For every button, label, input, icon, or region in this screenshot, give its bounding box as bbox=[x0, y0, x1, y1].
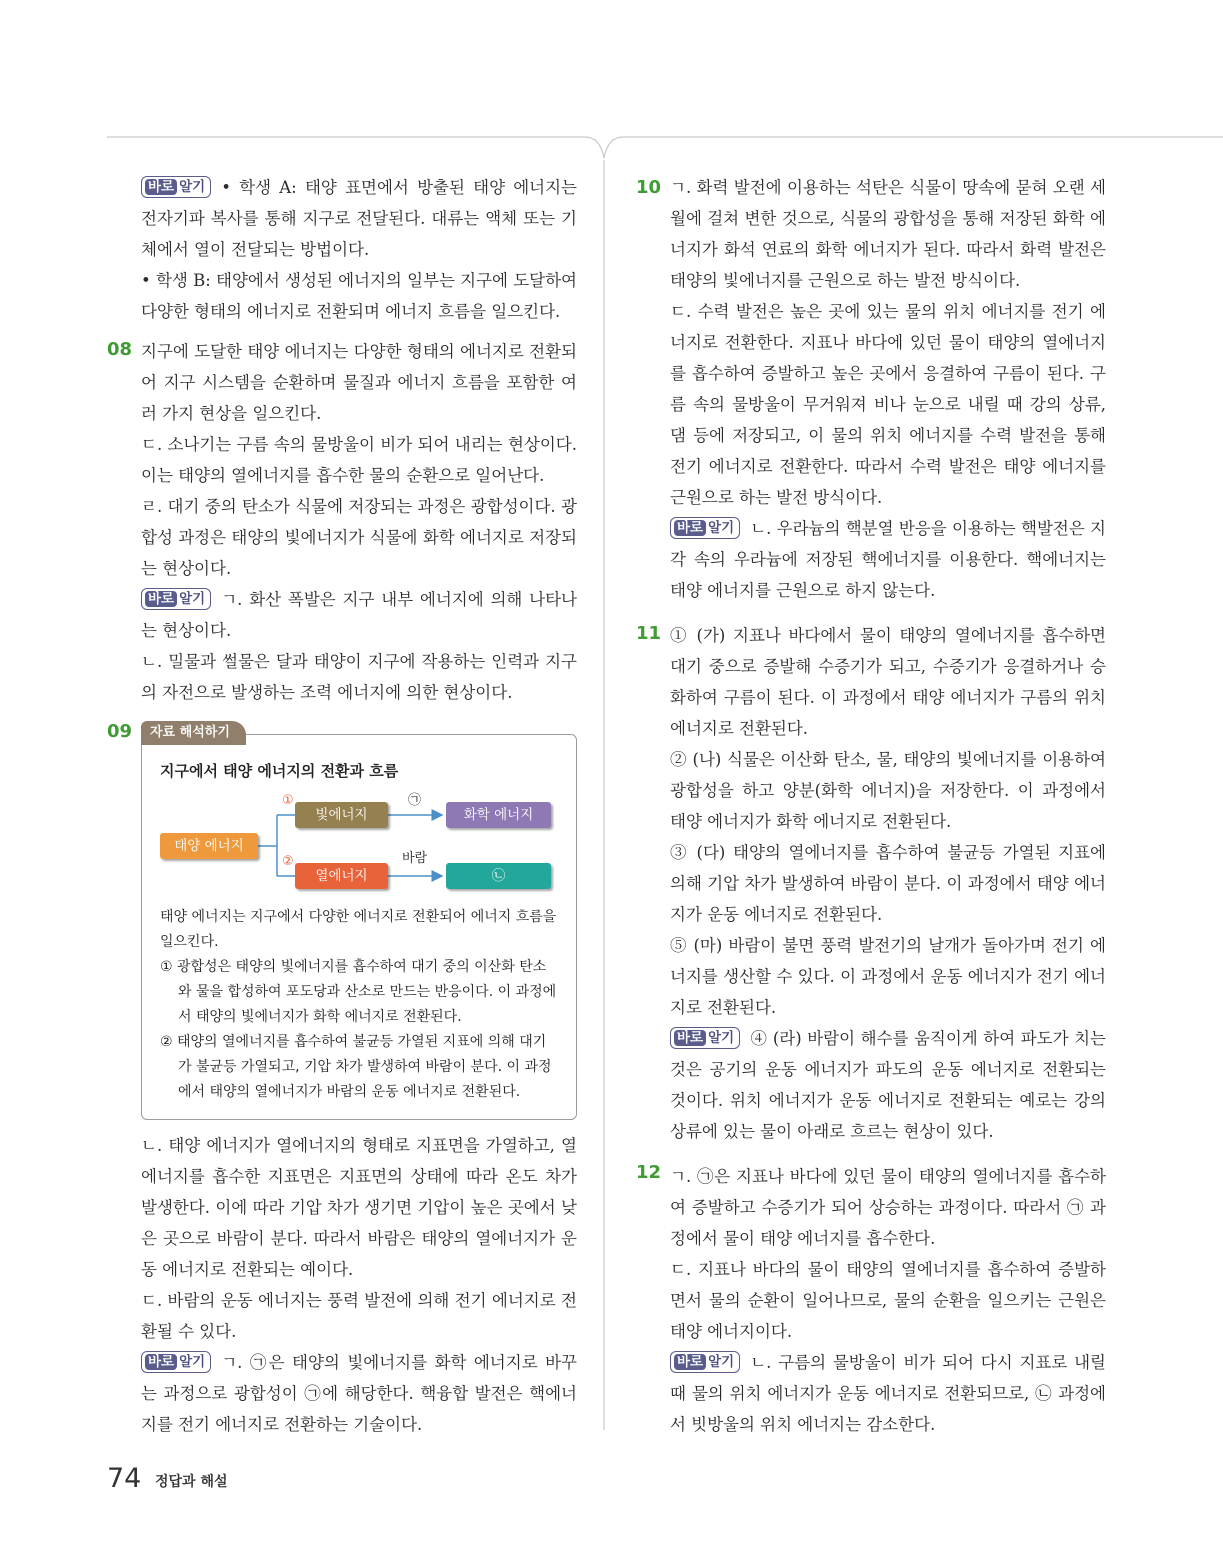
right-column bbox=[670, 172, 1106, 1440]
q11-paragraph-2: ② (나) 식물은 이산화 탄소, 물, 태양의 빛에너지를 이용하여 광합성을 하고 양분(화학 에너지)을 저장한다. 이 과정에서 태양 에너지가 화학 에너지로 전환된다. bbox=[670, 750, 1106, 831]
q11-paragraph-1: ① (가) 지표나 바다에서 물이 태양의 열에너지를 흡수하면 대기 중으로 증발해 수증기가 되고, 수증기가 응결하거나 승화하여 구름이 된다. 이 과정에서 태양 에너지가 구름의 위치 에너지로 전환된다. bbox=[670, 626, 1106, 738]
box-explanation bbox=[160, 905, 558, 1105]
question-number-08: 08 bbox=[107, 339, 133, 360]
solar-energy-node: 태양 에너지 bbox=[160, 833, 258, 859]
baro-algi-badge: 바로 알기 bbox=[670, 517, 740, 539]
data-analysis-tab: 자료 해석하기 bbox=[141, 721, 246, 745]
page-number: 74 bbox=[107, 1463, 142, 1494]
marker-2: ② bbox=[282, 854, 294, 869]
footer-title: 정답과 해설 bbox=[155, 1474, 228, 1490]
box-title: 지구에서 태양 에너지의 전환과 흐름 bbox=[160, 762, 399, 780]
q12-paragraph-2: ㄷ. 지표나 바다의 물이 태양의 열에너지를 흡수하여 증발하면서 물의 순환이 일어나므로, 물의 순환을 일으키는 근원은 태양 에너지이다. bbox=[670, 1260, 1106, 1341]
q10-paragraph-2: ㄷ. 수력 발전은 높은 곳에 있는 물의 위치 에너지를 전기 에너지로 전환한다. 지표나 바다에 있던 물이 태양의 열에너지를 흡수하여 증발하고 높은 곳에서 응결하여 구름이 된다. 구름 속의 물방울이 무거워져 비나 눈으로 내릴 때 강의 상류, 댐 등에 저장되고, 이 물의 위치 에너지를 수력 발전을 통해 전기 에너지로 전환한다. 따라서 수력 발전은 태양 에너지를 근원으로 하는 발전 방식이다. bbox=[670, 302, 1106, 507]
baro-algi-badge: 바로 알기 bbox=[141, 588, 211, 610]
box-item-2: ② 태양의 열에너지를 흡수하여 불균등 가열된 지표에 의해 대기가 불균등 가열되고, 기압 차가 발생하여 바람이 분다. 이 과정에서 태양의 열에너지가 바람의 운동 에너지로 전환된다. bbox=[160, 1034, 552, 1100]
chemical-energy-node: 화학 에너지 bbox=[446, 802, 551, 828]
box-summary: 태양 에너지는 지구에서 다양한 에너지로 전환되어 에너지 흐름을 일으킨다. bbox=[160, 909, 557, 950]
baro-algi-badge: 바로 알기 bbox=[141, 176, 211, 198]
q12-paragraph-1: ㄱ. ㉠은 지표나 바다에 있던 물이 태양의 열에너지를 흡수하여 증발하고 수증기가 되어 상승하는 과정이다. 따라서 ㉠ 과정에서 물이 태양 에너지를 흡수한다. bbox=[670, 1167, 1106, 1248]
marker-1: ① bbox=[282, 793, 294, 808]
baro-algi-badge: 바로 알기 bbox=[141, 1351, 211, 1373]
q09-paragraph-1: ㄴ. 태양 에너지가 열에너지의 형태로 지표면을 가열하고, 열에너지를 흡수한 지표면은 지표면의 상태에 따라 온도 차가 발생한다. 이에 따라 기압 차가 생기면 기압이 높은 곳에서 낮은 곳으로 바람이 분다. 따라서 바람은 태양의 열에너지가 운동 에너지로 전환되는 예이다. bbox=[141, 1136, 577, 1279]
q09-paragraph-2: ㄷ. 바람의 운동 에너지는 풍력 발전에 의해 전기 에너지로 전환될 수 있다. bbox=[141, 1291, 577, 1341]
q12-paragraph-3: 바로 알기 ㄴ. 구름의 물방울이 비가 되어 다시 지표로 내릴 때 물의 위치 에너지가 운동 에너지로 전환되므로, ㉡ 과정에서 빗방울의 위치 에너지는 감소한다. bbox=[670, 1353, 1106, 1434]
question-number-11: 11 bbox=[636, 623, 662, 644]
q11-paragraph-4: ⑤ (마) 바람이 불면 풍력 발전기의 날개가 돌아가며 전기 에너지를 생산할 수 있다. 이 과정에서 운동 에너지가 전기 에너지로 전환된다. bbox=[670, 936, 1106, 1017]
box-item-1: ① 광합성은 태양의 빛에너지를 흡수하여 대기 중의 이산화 탄소와 물을 합성하여 포도당과 산소로 만드는 반응이다. 이 과정에서 태양의 빛에너지가 화학 에너지로 전환된다. bbox=[160, 959, 557, 1025]
intro-paragraph-2: • 학생 B: 태양에서 생성된 에너지의 일부는 지구에 도달하여 다양한 형태의 에너지로 전환되며 에너지 흐름을 일으킨다. bbox=[141, 271, 577, 321]
q08-paragraph-4: 바로 알기 ㄱ. 화산 폭발은 지구 내부 에너지에 의해 나타나는 현상이다. bbox=[141, 590, 577, 640]
question-number-12: 12 bbox=[636, 1162, 662, 1183]
q09-paragraph-3: 바로 알기 ㄱ. ㉠은 태양의 빛에너지를 화학 에너지로 바꾸는 과정으로 광합성이 ㉠에 해당한다. 핵융합 발전은 핵에너지를 전기 에너지로 전환하는 기술이다. bbox=[141, 1353, 577, 1434]
left-column bbox=[141, 172, 577, 1440]
q08-paragraph-3: ㄹ. 대기 중의 탄소가 식물에 저장되는 과정은 광합성이다. 광합성 과정은 태양의 빛에너지가 식물에 화학 에너지로 저장되는 현상이다. bbox=[141, 497, 577, 578]
q11-paragraph-3: ③ (다) 태양의 열에너지를 흡수하여 불균등 가열된 지표에 의해 기압 차가 발생하여 바람이 분다. 이 과정에서 태양 에너지가 운동 에너지로 전환된다. bbox=[670, 843, 1106, 924]
heat-energy-node: 열에너지 bbox=[295, 863, 388, 889]
unknown-energy-node: ㉡ bbox=[446, 863, 551, 889]
q08-paragraph-1: 지구에 도달한 태양 에너지는 다양한 형태의 에너지로 전환되어 지구 시스템을 순환하며 물질과 에너지 흐름을 포함한 여러 가지 현상을 일으킨다. bbox=[141, 342, 577, 423]
q11-paragraph-5: 바로 알기 ④ (라) 바람이 해수를 움직이게 하여 파도가 치는 것은 공기의 운동 에너지가 파도의 운동 에너지로 전환되는 것이다. 위치 에너지가 운동 에너지로 전환되는 예로는 강의 상류에 있는 물이 아래로 흐르는 현상이 있다. bbox=[670, 1029, 1106, 1141]
arrow-label-giyeok: ㉠ bbox=[408, 793, 422, 808]
q08-paragraph-5: ㄴ. 밀물과 썰물은 달과 태양이 지구에 작용하는 인력과 지구의 자전으로 발생하는 조력 에너지에 의한 현상이다. bbox=[141, 652, 577, 702]
light-energy-node: 빛에너지 bbox=[295, 802, 388, 828]
baro-algi-badge: 바로 알기 bbox=[670, 1027, 740, 1049]
question-number-09: 09 bbox=[107, 721, 133, 742]
data-analysis-box bbox=[141, 725, 577, 1120]
arrow-label-wind: 바람 bbox=[402, 851, 428, 866]
intro-paragraph: 바로 알기 • 학생 A: 태양 표면에서 방출된 태양 에너지는 전자기파 복사를 통해 지구로 전달된다. 대류는 액체 또는 기체에서 열이 전달되는 방법이다. bbox=[141, 178, 577, 259]
q10-paragraph-1: ㄱ. 화력 발전에 이용하는 석탄은 식물이 땅속에 묻혀 오랜 세월에 걸쳐 변한 것으로, 식물의 광합성을 통해 저장된 화학 에너지가 화석 연료의 화학 에너지가 된다. 따라서 화력 발전은 태양의 빛에너지를 근원으로 하는 발전 방식이다. bbox=[670, 178, 1106, 290]
question-number-10: 10 bbox=[636, 177, 662, 198]
baro-algi-badge: 바로 알기 bbox=[670, 1351, 740, 1373]
q10-paragraph-3: 바로 알기 ㄴ. 우라늄의 핵분열 반응을 이용하는 핵발전은 지각 속의 우라늄에 저장된 핵에너지를 이용한다. 핵에너지는 태양 에너지를 근원으로 하지 않는다. bbox=[670, 519, 1106, 600]
q08-paragraph-2: ㄷ. 소나기는 구름 속의 물방울이 비가 되어 내리는 현상이다. 이는 태양의 열에너지를 흡수한 물의 순환으로 일어난다. bbox=[141, 435, 577, 485]
